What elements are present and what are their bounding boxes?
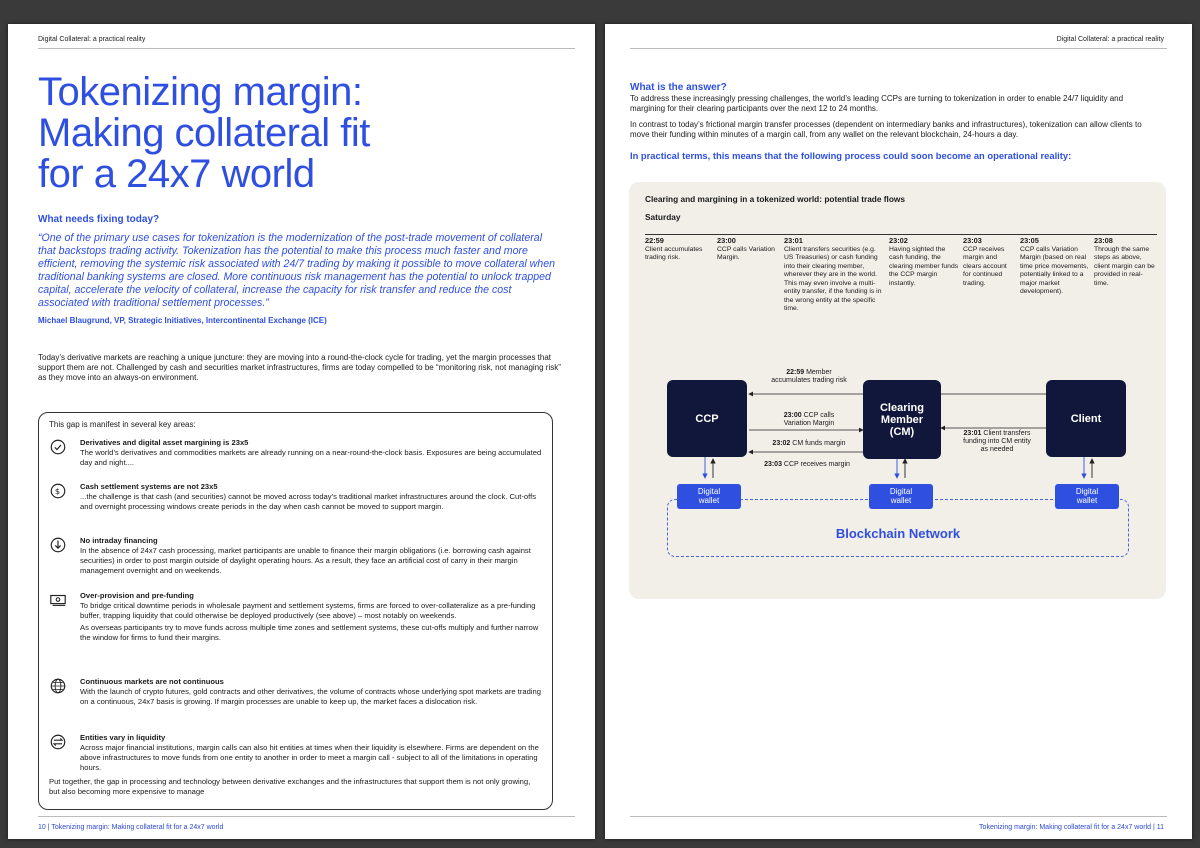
running-header-left: Digital Collateral: a practical reality: [38, 36, 146, 43]
right-page: [605, 24, 1192, 839]
header-rule: [38, 48, 575, 49]
pull-quote: [38, 232, 558, 327]
title-line-3: for a 24x7 world: [38, 152, 315, 196]
timeline-time: 23:01: [784, 236, 803, 245]
section-heading-fix: What needs fixing today?: [38, 214, 160, 225]
box-intro: This gap is manifest in several key areas:: [49, 420, 196, 429]
timeline-text: Client transfers securities (e.g. US Treasuries) or cash funding into their clearing member, wherever they are in the world. This may even involve a multi-entity transfer, if the funding is in the wrong entity at the specific time.: [784, 245, 882, 312]
timeline-text: Having sighted the cash funding, the clearing member funds the CCP margin instantly.: [889, 245, 959, 287]
answer-paragraph-1: To address these increasingly pressing challenges, the world’s leading CCPs are turning to tokenization in order to enable 24/7 liquidity and margining for their clearing participants over the next 12 to 24 months.: [630, 94, 1124, 113]
item-title: Entities vary in liquidity: [80, 733, 166, 742]
exchange-arrows-icon: [49, 733, 67, 751]
cm-label-1: Clearing: [879, 401, 924, 414]
timeline-time: 22:59: [645, 236, 664, 245]
timeline-text: CCP receives margin and clears account for continued trading.: [963, 245, 1007, 287]
box-outro: Put together, the gap in processing and technology between derivative exchanges and the infrastructures that support them is not only growing, but also becoming more expensive to manage: [49, 777, 531, 796]
section-heading-answer: What is the answer?: [630, 82, 727, 93]
cm-label-3: (CM): [889, 425, 915, 438]
item-body: The world’s derivatives and commodities markets are already running on a near-round-the-clock basis. Exposures are being accumulated day and night....: [80, 448, 542, 467]
timeline-text: CCP calls Variation Margin.: [717, 245, 775, 261]
footer-right: Tokenizing margin: Making collateral fit for a 24x7 world | 11: [979, 824, 1164, 831]
timeline-time: 23:08: [1094, 236, 1113, 245]
flow-label-ccp-receives: 23:03 CCP receives margin: [764, 461, 850, 468]
page-title: [38, 72, 558, 195]
answer-paragraph-2: In contrast to today’s frictional margin transfer processes (dependent on intermediary banks and infrastructures), tokenization can allow clients to move their funding within minutes of a margin call, from any wallet on the relevant blockchain, 24-hours a day.: [630, 120, 1142, 139]
timeline-time: 23:03: [963, 236, 982, 245]
client-digital-wallet: Digital wallet: [1055, 484, 1119, 509]
item-body-2: As overseas participants try to move funds across multiple time zones and settlement systems, these cut-offs multiply and further narrow the window for firms to fund their margins.: [80, 623, 539, 642]
quote-author: Michael Blaugrund, VP, Strategic Initiatives, Intercontinental Exchange (ICE): [38, 316, 327, 325]
timeline-time: 23:05: [1020, 236, 1039, 245]
item-body: To bridge critical downtime periods in wholesale payment and settlement systems, firms are forced to over-collateralize as a pre-funding buffer, trapping liquidity that could otherwise be deployed productively (see above) – most notably on weekends.: [80, 601, 536, 620]
item-title: Over-provision and pre-funding: [80, 591, 194, 600]
item-body: Across major financial institutions, margin calls can also hit entities at times when their liquidity is elsewhere. Firms are dependent on the above infrastructures to move funds from one entity to another in order to meet a margin call - subject to all of the limitations in operating hours.: [80, 743, 539, 772]
header-rule: [630, 48, 1167, 49]
item-body: ...the challenge is that cash (and securities) cannot be moved across today’s traditional market infrastructures around the clock. Cut-offs and overnight processing windows create periods in the day when cash cannot be moved to support margin.: [80, 492, 536, 511]
timeline-time: 23:00: [717, 236, 736, 245]
left-page: [8, 24, 595, 839]
timeline-text: Client accumulates trading risk.: [645, 245, 703, 261]
running-header-right: Digital Collateral: a practical reality: [1056, 36, 1164, 43]
timeline-text: Through the same steps as above, client margin can be provided in real-time.: [1094, 245, 1155, 287]
gap-areas-box: [38, 412, 553, 810]
item-body: With the launch of crypto futures, gold contracts and other derivatives, the volume of contracts whose underlying spot markets are trading on a continuous, 24x7 basis is growing. If margin processes are unable to keep up, the market faces a dislocation risk.: [80, 687, 541, 706]
item-title: No intraday financing: [80, 536, 158, 545]
item-title: Continuous markets are not continuous: [80, 677, 224, 686]
flow-label-ccp-calls: 23:00 CCP calls Variation Margin: [783, 412, 835, 427]
timeline-time: 23:02: [889, 236, 908, 245]
title-line-1: Tokenizing margin:: [38, 70, 363, 114]
ccp-node: CCP: [667, 380, 747, 457]
svg-text:$: $: [54, 486, 60, 497]
timeline-text: CCP calls Variation Margin (based on real time price movements, potentially linked to a major market development).: [1020, 245, 1089, 295]
ccp-digital-wallet: Digital wallet: [677, 484, 741, 509]
quote-text: “One of the primary use cases for tokenization is the modernization of the post-trade movement of collateral that backstops trading activity. Tokenization has the potential to make this process much faster and more efficient, removing the systemic risk associated with 24/7 trading by making it possible to move collateral when traditional banking systems are closed. More continuous risk management has the potential to unlock trapped capital, accelerate the velocity of collateral, increase the capacity for risk transfer and reduce the cost associated with traditional settlement processes.”: [38, 232, 555, 309]
diagram-day: Saturday: [645, 212, 681, 222]
cm-digital-wallet: Digital wallet: [869, 484, 933, 509]
title-line-2: Making collateral fit: [38, 111, 370, 155]
footer-left: 10 | Tokenizing margin: Making collateral fit for a 24x7 world: [38, 824, 224, 831]
clearing-member-node: [863, 380, 941, 459]
flow-label-client-transfers: 23:01 Client transfers funding into CM entity as needed: [963, 430, 1031, 453]
blockchain-network-label: Blockchain Network: [835, 526, 961, 541]
cash-clock-icon: [49, 482, 67, 500]
clock-check-icon: [49, 438, 67, 456]
clock-down-icon: [49, 536, 67, 554]
client-node: Client: [1046, 380, 1126, 457]
flow-label-cm-funds: 23:02 CM funds margin: [772, 440, 846, 447]
cm-label-2: Member: [880, 413, 924, 426]
flow-label-member-risk: 22:59 Member accumulates trading risk: [771, 369, 847, 384]
item-title: Derivatives and digital asset margining is 23x5: [80, 438, 249, 447]
item-body: In the absence of 24x7 cash processing, market participants are unable to finance their margin obligations (i.e. borrowing cash against securities) in order to post margin outside of daylight operating hours. As a result, they face an artificial cost of carry in their margin management overnight and on weekends.: [80, 546, 531, 575]
banknotes-icon: [49, 591, 67, 609]
trade-flow-diagram: [629, 182, 1166, 599]
intro-paragraph: Today’s derivative markets are reaching a unique juncture: they are moving into a round-the-clock cycle for trading, yet the margin processes that support them are not. Challenged by cash and securities market infrastructures, firms are today compelled to be “monitoring risk, not managing risk” as they move into an always-on environment.: [38, 353, 561, 382]
footer-rule: [38, 816, 575, 817]
globe-icon: [49, 677, 67, 695]
practical-heading: In practical terms, this means that the following process could soon become an operational reality:: [630, 150, 1072, 161]
answer-section: [630, 82, 1150, 161]
item-title: Cash settlement systems are not 23x5: [80, 482, 218, 491]
footer-rule: [630, 816, 1167, 817]
diagram-title: Clearing and margining in a tokenized world: potential trade flows: [645, 194, 905, 204]
